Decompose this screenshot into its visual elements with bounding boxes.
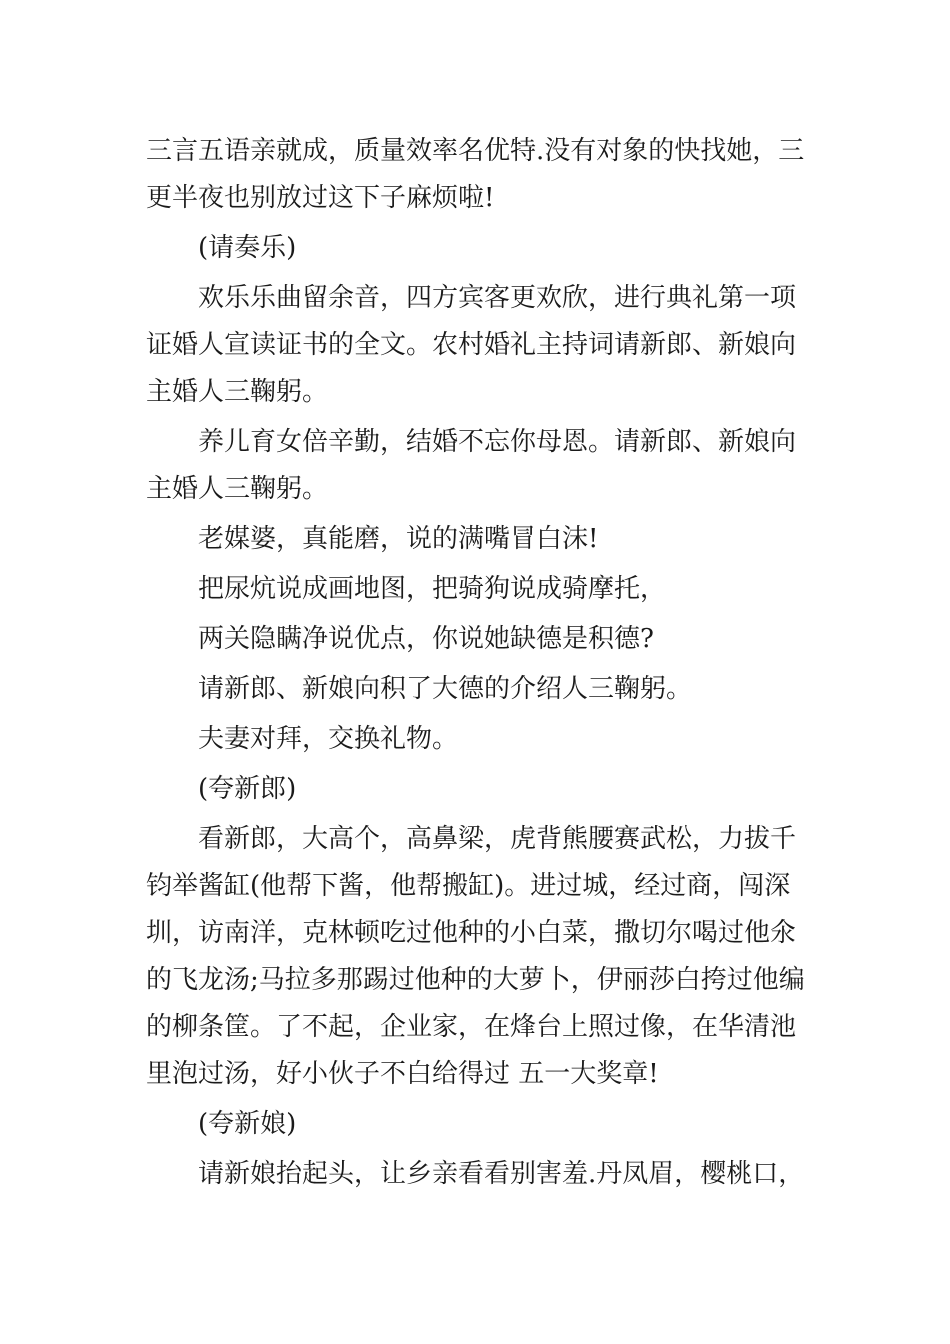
text-line: 老媒婆，真能磨，说的满嘴冒白沫! (198, 524, 599, 554)
text-line: 主婚人三鞠躬。 (146, 377, 329, 407)
text-line: 钧举酱缸(他帮下酱，他帮搬缸)。进过城，经过商，闯深 (146, 871, 791, 901)
text-line: 夫妻对拜，交换礼物。 (198, 724, 459, 754)
paragraph (146, 516, 808, 563)
text-line: 请新郎、新娘向积了大德的介绍人三鞠躬。 (198, 674, 693, 704)
paragraph (146, 616, 808, 663)
paragraph (146, 225, 808, 272)
text-line: 两关隐瞒净说优点，你说她缺德是积德? (198, 624, 654, 654)
text-line: (夸新娘) (198, 1109, 297, 1139)
paragraph (146, 716, 808, 763)
text-line: 请新娘抬起头，让乡亲看看别害羞.丹凤眉，樱桃口， (198, 1159, 805, 1189)
paragraph (146, 766, 808, 813)
text-line: (夸新郎) (198, 774, 297, 804)
text-line: 看新郎，大高个，高鼻梁，虎背熊腰赛武松，力拔千 (198, 824, 797, 854)
text-line: 的柳条筐。了不起，企业家，在烽台上照过像，在华清池 (146, 1012, 797, 1042)
paragraph (146, 419, 808, 513)
paragraph (146, 816, 808, 1098)
text-line: 主婚人三鞠躬。 (146, 474, 329, 504)
text-line: 三言五语亲就成，质量效率名优特.没有对象的快找她，三 (146, 136, 805, 166)
text-line: 把尿炕说成画地图，把骑狗说成骑摩托， (198, 574, 667, 604)
text-line: (请奏乐) (198, 233, 297, 263)
text-line: 圳，访南洋，克林顿吃过他种的小白菜，撒切尔喝过他氽 (146, 918, 797, 948)
paragraph (146, 666, 808, 713)
text-line: 里泡过汤，好小伙子不白给得过 五一大奖章! (146, 1059, 659, 1089)
text-line: 养儿育女倍辛勤，结婚不忘你母恩。请新郎、新娘向 (198, 427, 797, 457)
text-line: 更半夜也别放过这下子麻烦啦! (146, 183, 495, 213)
paragraph (146, 1151, 808, 1198)
paragraph (146, 275, 808, 416)
paragraph (146, 128, 808, 222)
text-line: 证婚人宣读证书的全文。农村婚礼主持词请新郎、新娘向 (146, 330, 797, 360)
paragraph (146, 566, 808, 613)
paragraph (146, 1101, 808, 1148)
text-line: 的飞龙汤;马拉多那踢过他种的大萝卜，伊丽莎白挎过他编 (146, 965, 805, 995)
document-body (146, 128, 808, 1201)
text-line: 欢乐乐曲留余音，四方宾客更欢欣，进行典礼第一项 (198, 283, 797, 313)
